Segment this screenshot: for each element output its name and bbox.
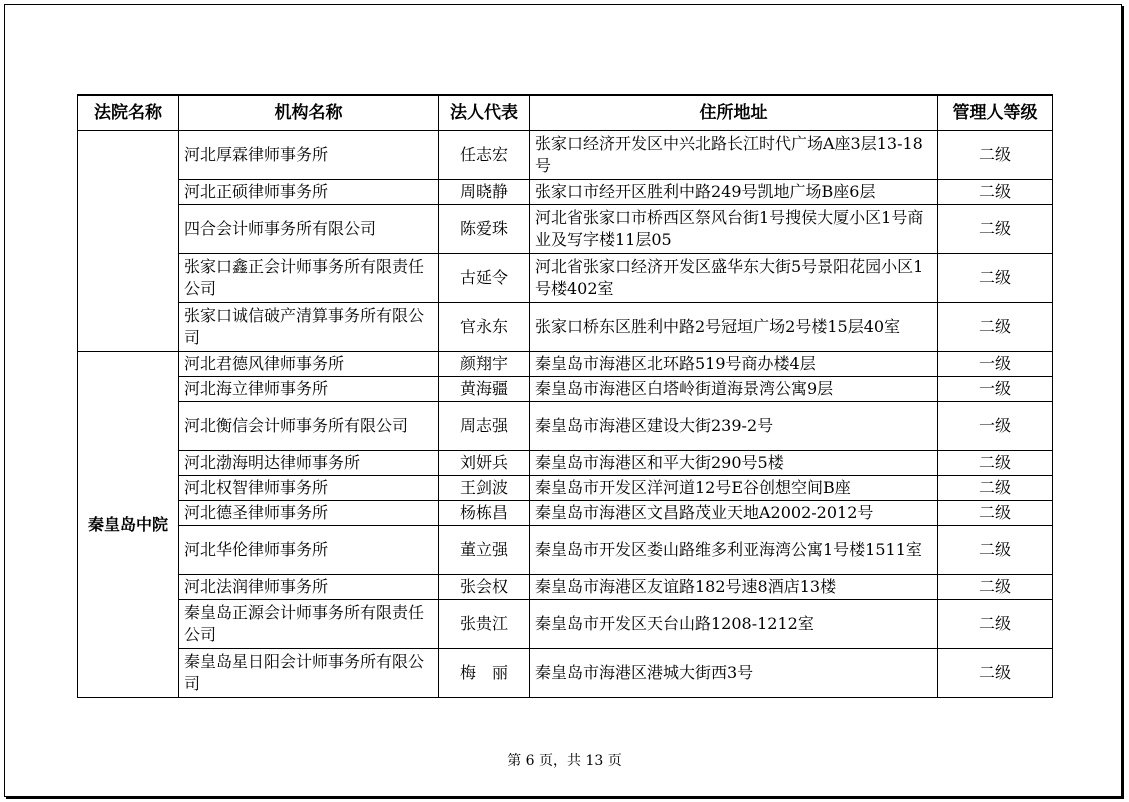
legal-rep-cell: 陈爱珠 xyxy=(439,205,530,254)
level-cell: 二级 xyxy=(938,526,1053,575)
table-row xyxy=(78,600,1053,649)
level-cell: 一级 xyxy=(938,377,1053,402)
table-row xyxy=(78,649,1053,698)
org-name-cell: 河北渤海明达律师事务所 xyxy=(179,451,439,476)
level-cell: 二级 xyxy=(938,254,1053,303)
table-row xyxy=(78,476,1053,501)
level-cell: 二级 xyxy=(938,649,1053,698)
table-row xyxy=(78,303,1053,352)
org-name-cell: 河北厚霖律师事务所 xyxy=(179,131,439,180)
header-address: 住所地址 xyxy=(530,95,938,131)
page-number-footer: 第 6 页，共 13 页 xyxy=(507,753,622,769)
table-row xyxy=(78,377,1053,402)
address-cell: 张家口桥东区胜利中路2号冠垣广场2号楼15层40室 xyxy=(530,303,938,352)
table-row xyxy=(78,131,1053,180)
address-cell: 秦皇岛市开发区娄山路维多利亚海湾公寓1号楼1511室 xyxy=(530,526,938,575)
org-name-cell: 张家口鑫正会计师事务所有限责任公司 xyxy=(179,254,439,303)
address-cell: 秦皇岛市开发区洋河道12号E谷创想空间B座 xyxy=(530,476,938,501)
table-row xyxy=(78,451,1053,476)
legal-rep-cell: 张会权 xyxy=(439,575,530,600)
legal-rep-cell: 刘妍兵 xyxy=(439,451,530,476)
address-cell: 秦皇岛市开发区天台山路1208-1212室 xyxy=(530,600,938,649)
level-cell: 二级 xyxy=(938,575,1053,600)
level-cell: 二级 xyxy=(938,600,1053,649)
address-cell: 秦皇岛市海港区和平大街290号5楼 xyxy=(530,451,938,476)
legal-rep-cell: 周晓静 xyxy=(439,180,530,205)
court-name-cell xyxy=(78,131,179,352)
address-cell: 秦皇岛市海港区北环路519号商办楼4层 xyxy=(530,352,938,377)
legal-rep-cell: 王剑波 xyxy=(439,476,530,501)
address-cell: 张家口市经开区胜利中路249号凯地广场B座6层 xyxy=(530,180,938,205)
level-cell: 二级 xyxy=(938,303,1053,352)
org-name-cell: 河北权智律师事务所 xyxy=(179,476,439,501)
org-name-cell: 河北华伦律师事务所 xyxy=(179,526,439,575)
address-cell: 秦皇岛市海港区建设大街239-2号 xyxy=(530,402,938,451)
org-name-cell: 河北君德风律师事务所 xyxy=(179,352,439,377)
table-row xyxy=(78,180,1053,205)
address-cell: 河北省张家口经济开发区盛华东大街5号景阳花园小区1号楼402室 xyxy=(530,254,938,303)
org-name-cell: 河北正硕律师事务所 xyxy=(179,180,439,205)
org-name-cell: 河北法润律师事务所 xyxy=(179,575,439,600)
header-level: 管理人等级 xyxy=(938,95,1053,131)
court-name-cell: 秦皇岛中院 xyxy=(78,352,179,698)
table-header-row xyxy=(78,95,1053,131)
table-row xyxy=(78,352,1053,377)
address-cell: 秦皇岛市海港区白塔岭街道海景湾公寓9层 xyxy=(530,377,938,402)
legal-rep-cell: 颜翔宇 xyxy=(439,352,530,377)
level-cell: 二级 xyxy=(938,205,1053,254)
legal-rep-cell: 杨栋昌 xyxy=(439,501,530,526)
org-name-cell: 河北海立律师事务所 xyxy=(179,377,439,402)
header-org-name: 机构名称 xyxy=(179,95,439,131)
legal-rep-cell: 张贵江 xyxy=(439,600,530,649)
table-row xyxy=(78,205,1053,254)
address-cell: 秦皇岛市海港区港城大街西3号 xyxy=(530,649,938,698)
address-cell: 秦皇岛市海港区文昌路茂业天地A2002-2012号 xyxy=(530,501,938,526)
table-row xyxy=(78,526,1053,575)
legal-rep-cell: 任志宏 xyxy=(439,131,530,180)
address-cell: 张家口经济开发区中兴北路长江时代广场A座3层13-18号 xyxy=(530,131,938,180)
level-cell: 一级 xyxy=(938,402,1053,451)
legal-rep-cell: 黄海疆 xyxy=(439,377,530,402)
level-cell: 二级 xyxy=(938,131,1053,180)
table-row xyxy=(78,402,1053,451)
org-name-cell: 河北衡信会计师事务所有限公司 xyxy=(179,402,439,451)
level-cell: 一级 xyxy=(938,352,1053,377)
table-row xyxy=(78,575,1053,600)
legal-rep-cell: 董立强 xyxy=(439,526,530,575)
header-court-name: 法院名称 xyxy=(78,95,179,131)
table-row xyxy=(78,254,1053,303)
org-name-cell: 四合会计师事务所有限公司 xyxy=(179,205,439,254)
legal-rep-cell: 梅 丽 xyxy=(439,649,530,698)
legal-rep-cell: 周志强 xyxy=(439,402,530,451)
table-row xyxy=(78,501,1053,526)
level-cell: 二级 xyxy=(938,180,1053,205)
header-legal-rep: 法人代表 xyxy=(439,95,530,131)
address-cell: 秦皇岛市海港区友谊路182号速8酒店13楼 xyxy=(530,575,938,600)
org-name-cell: 张家口诚信破产清算事务所有限公司 xyxy=(179,303,439,352)
legal-rep-cell: 官永东 xyxy=(439,303,530,352)
org-name-cell: 秦皇岛正源会计师事务所有限责任公司 xyxy=(179,600,439,649)
org-name-cell: 河北德圣律师事务所 xyxy=(179,501,439,526)
level-cell: 二级 xyxy=(938,501,1053,526)
legal-rep-cell: 古延令 xyxy=(439,254,530,303)
address-cell: 河北省张家口市桥西区祭风台街1号搜侯大厦小区1号商业及写字楼11层05 xyxy=(530,205,938,254)
level-cell: 二级 xyxy=(938,476,1053,501)
level-cell: 二级 xyxy=(938,451,1053,476)
org-name-cell: 秦皇岛星日阳会计师事务所有限公司 xyxy=(179,649,439,698)
administrator-table xyxy=(77,94,1053,698)
